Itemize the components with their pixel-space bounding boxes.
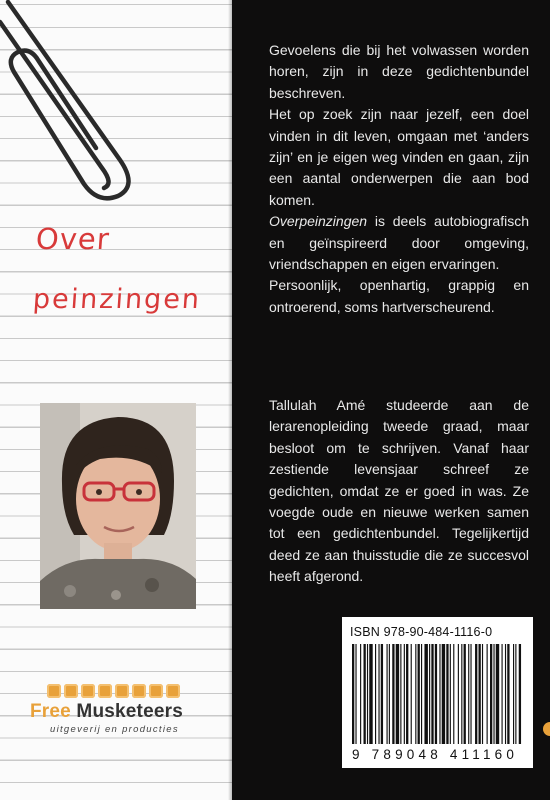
barcode-bar (400, 644, 401, 744)
barcode-bar (464, 644, 466, 744)
barcode-bar (513, 644, 514, 744)
barcode-bar (458, 644, 459, 744)
barcode-bar (429, 644, 430, 744)
barcode-bar (367, 644, 368, 744)
isbn-label: ISBN 978-90-484-1116-0 (350, 625, 493, 639)
publisher-name-second: Musketeers (70, 701, 183, 722)
blurb-paragraph-3-rest: is deels autobiografisch en geïnspireerd door omgeving, vriendschappen en eigen ervaringen. (269, 213, 529, 273)
barcode-bar (424, 644, 427, 744)
barcode-bar (352, 644, 354, 744)
blurb-paragraph-3 (269, 211, 529, 275)
barcode-bar (446, 644, 448, 744)
barcode-bar (490, 644, 492, 744)
publisher-dot-icon (543, 722, 550, 736)
blurb-text (269, 40, 529, 318)
blurb-book-title: Overpeinzingen (269, 213, 368, 230)
barcode-bar (378, 644, 379, 744)
barcode-bar (392, 644, 394, 744)
barcode-bar (418, 644, 420, 744)
publisher-logo (30, 684, 230, 735)
barcode-bar (387, 644, 388, 744)
barcode-bar (404, 644, 405, 744)
barcode-bar (493, 644, 494, 744)
barcode-bar (470, 644, 471, 744)
musketeers-logo-icon (47, 684, 230, 698)
barcode-bar (505, 644, 506, 744)
barcode-bar (468, 644, 469, 744)
barcode-bar (411, 644, 412, 744)
barcode-bar (487, 644, 488, 744)
publisher-name (30, 701, 230, 723)
barcode-bar (439, 644, 440, 744)
barcode-bar (381, 644, 383, 744)
barcode-bar (396, 644, 399, 744)
barcode-bar (519, 644, 521, 744)
title-peinzingen: peinzingen (31, 284, 203, 315)
author-photo (40, 403, 196, 609)
barcode-box (342, 617, 533, 768)
barcode-bar (360, 644, 361, 744)
barcode-bar (415, 644, 416, 744)
barcode-bar (450, 644, 451, 744)
barcode-bar (515, 644, 516, 744)
barcode-bar (355, 644, 356, 744)
author-bio (269, 395, 529, 588)
barcode-bar (421, 644, 422, 744)
barcode-bar (479, 644, 481, 744)
notebook-paper-panel (0, 0, 232, 800)
barcode-bar (375, 644, 376, 744)
barcode-bar (406, 644, 408, 744)
blurb-paragraph-4: Persoonlijk, openhartig, grappig en ontroerend, soms hartverscheurend. (269, 277, 529, 315)
barcode-bar (389, 644, 390, 744)
barcode-bar (475, 644, 477, 744)
blurb-paragraph-2: Het op zoek zijn naar jezelf, een doel vinden in dit leven, omgaan met ‘anders zijn’ en je eigen weg vinden en gaan, zijn een aantal onderwerpen die aan bod komen. (269, 106, 529, 208)
barcode-bar (502, 644, 503, 744)
barcode-bar (482, 644, 483, 744)
barcode-digits: 9 789048 411160 (352, 747, 519, 762)
title-over: Over (34, 222, 111, 256)
blurb-paragraph-1: Gevoelens die bij het volwassen worden horen, zijn in deze gedichtenbundel beschreven. (269, 42, 529, 101)
barcode-bar (442, 644, 445, 744)
publisher-name-first: Free (30, 701, 71, 722)
publisher-tagline: uitgeverij en producties (50, 724, 179, 735)
author-bio-text: Tallulah Amé studeerde aan de lerarenopleiding tweede graad, maar besloot om te schrijven. Vanaf haar zestiende levensjaar schreef ze gedichten, omdat ze er goed in was. Ze voegde oude en nieuwe werken samen tot een gedichtenbundel. Tegelijkertijd deed ze aan thuisstudie die ze succesvol heeft afgerond. (269, 397, 529, 585)
barcode-bar (431, 644, 433, 744)
barcode-bar (496, 644, 499, 744)
barcode-bar (435, 644, 437, 744)
barcode-bar (369, 644, 372, 744)
barcode-bar (364, 644, 366, 744)
barcode-bars (350, 644, 526, 746)
barcode-bar (507, 644, 509, 744)
paperclip-icon (0, 0, 150, 205)
barcode-bar (461, 644, 462, 744)
barcode-bar (453, 644, 454, 744)
